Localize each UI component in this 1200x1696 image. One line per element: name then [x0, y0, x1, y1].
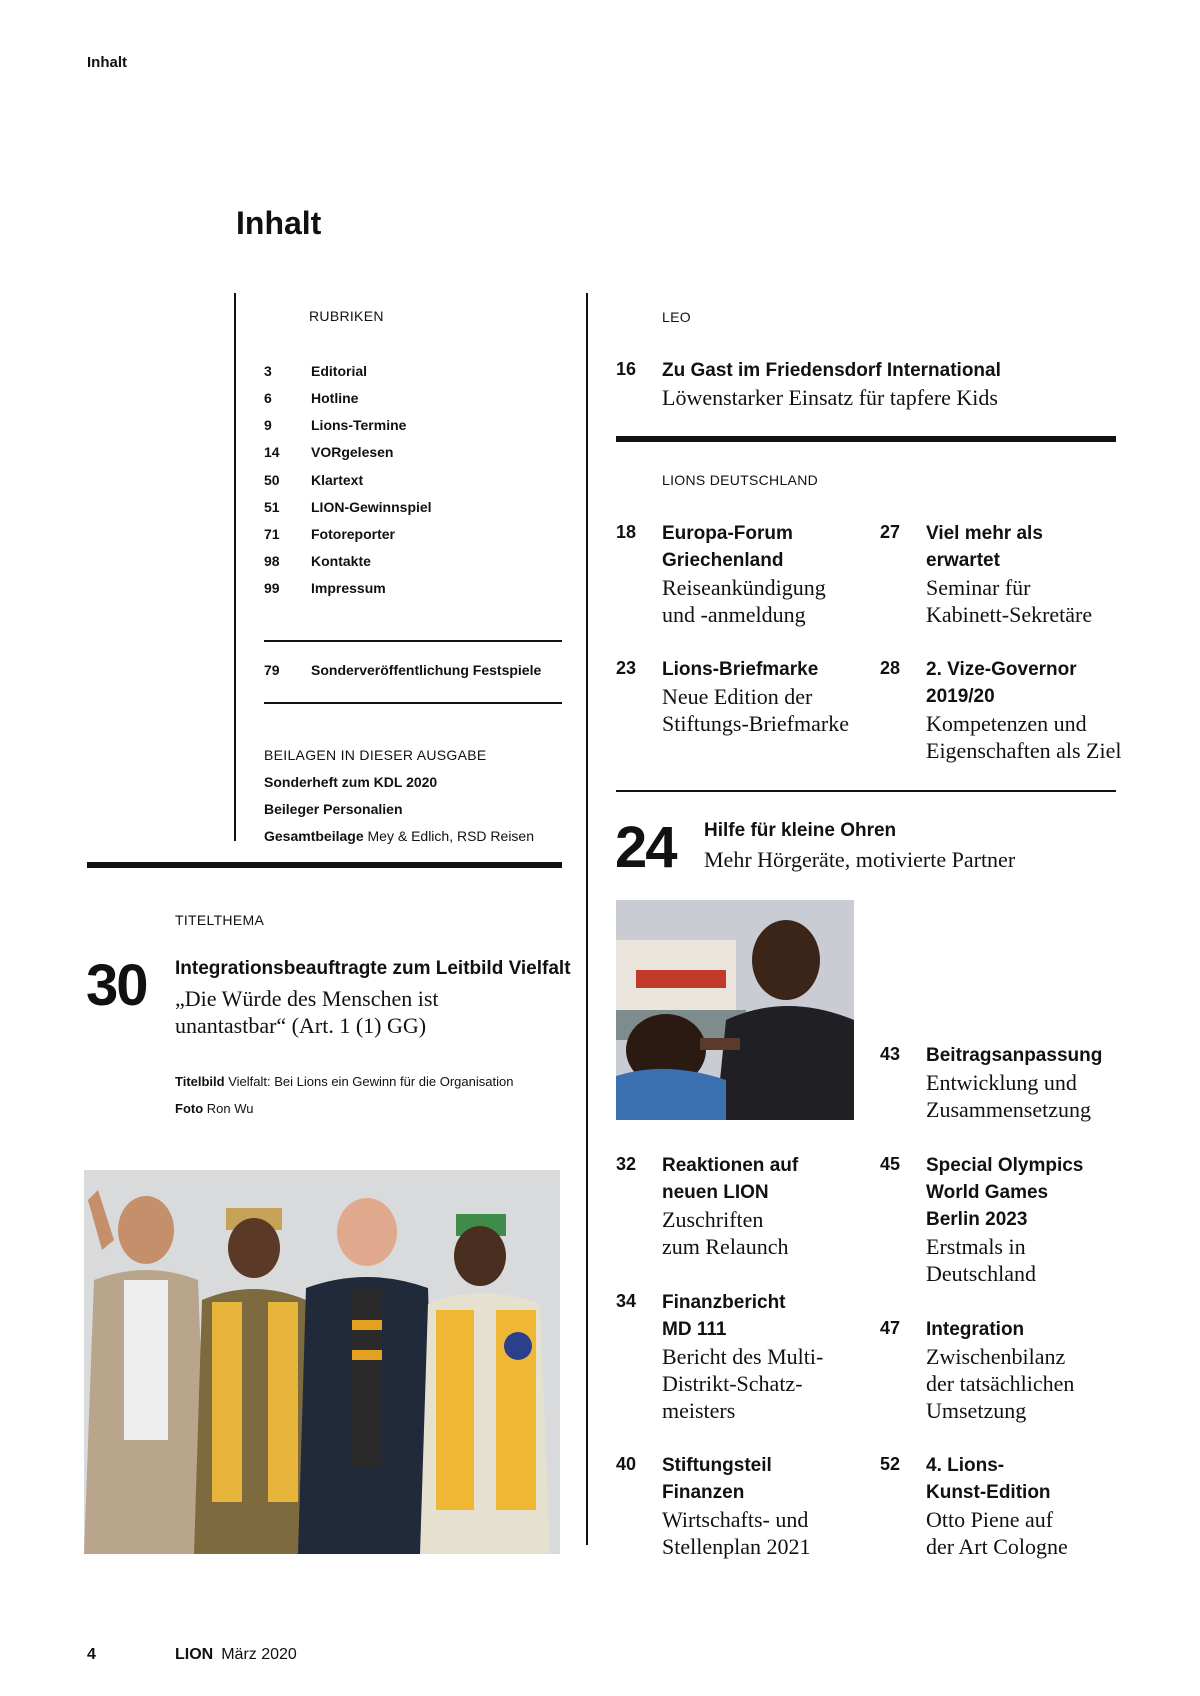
- credit-text: Vielfalt: Bei Lions ein Gewinn für die Organisation: [224, 1074, 514, 1089]
- entry-sub-line: und -anmeldung: [662, 602, 806, 627]
- feature-page-number: 24: [615, 815, 676, 880]
- rubrik-title: Klartext: [311, 472, 364, 488]
- feature-title[interactable]: Hilfe für kleine Ohren: [704, 820, 897, 841]
- entry-title-line: 2. Vize-Governor: [926, 659, 1077, 680]
- center-column-rule: [586, 293, 588, 1545]
- footer-magazine: LION: [175, 1646, 214, 1663]
- entry-page: 23: [616, 658, 637, 678]
- entry-sub-line: meisters: [662, 1398, 736, 1423]
- footer-date: März 2020: [221, 1646, 297, 1663]
- entry-sub-line: Otto Piene auf: [926, 1507, 1054, 1532]
- entry-title-line: Berlin 2023: [926, 1209, 1028, 1230]
- rubrik-title: Lions-Termine: [311, 417, 407, 433]
- titelthema-subtitle: [175, 985, 439, 1039]
- subtitle-line: „Die Würde des Menschen ist: [175, 986, 439, 1011]
- entry-sub-line: Wirtschafts- und: [662, 1507, 809, 1532]
- cover-photo: [84, 1170, 560, 1554]
- entry-title-line: Kunst-Edition: [926, 1482, 1051, 1503]
- entry-title-line: Finanzbericht: [662, 1292, 786, 1313]
- feature-photo: [616, 900, 854, 1120]
- credit-text: Ron Wu: [203, 1101, 254, 1116]
- divider: [616, 790, 1116, 792]
- section-label-titelthema: TITELTHEMA: [175, 912, 265, 928]
- entry-sub-line: Bericht des Multi-: [662, 1344, 824, 1369]
- entry-title-line: Integration: [926, 1319, 1025, 1340]
- entry-sub-line: Deutschland: [926, 1261, 1036, 1286]
- entry-sub-line: Stiftungs-Briefmarke: [662, 711, 849, 736]
- credit-label: Foto: [175, 1101, 204, 1116]
- foto-credit: [175, 1101, 254, 1116]
- entry-page: 27: [880, 522, 901, 542]
- entry-sub-line: Eigenschaften als Ziel: [926, 738, 1122, 763]
- entry-title-line: 4. Lions-: [926, 1455, 1005, 1476]
- section-label-leo: LEO: [662, 309, 691, 325]
- rubrik-page: 6: [264, 390, 272, 406]
- section-label-beilagen: BEILAGEN IN DIESER AUSGABE: [264, 747, 487, 763]
- entry-sub-line: Entwicklung und: [926, 1070, 1077, 1095]
- rubrik-page: 3: [264, 363, 272, 379]
- rubrik-page: 50: [264, 472, 280, 488]
- hearing-aid-photo-illustration: [616, 900, 854, 1120]
- rubrik-page: 98: [264, 553, 280, 569]
- entry-page: 45: [880, 1154, 901, 1174]
- beilage-normal: Mey & Edlich, RSD Reisen: [363, 828, 535, 844]
- thick-divider: [87, 862, 562, 868]
- entry-title-line: Stiftungsteil: [662, 1455, 772, 1476]
- rubrik-page: 14: [264, 444, 280, 460]
- entry-sub-line: der Art Cologne: [926, 1534, 1068, 1559]
- beilage-item: [264, 774, 437, 790]
- entry-title-line: Beitragsanpassung: [926, 1045, 1103, 1066]
- entry-page: 28: [880, 658, 901, 678]
- entry-page: 18: [616, 522, 637, 542]
- beilage-item: [264, 828, 534, 844]
- rubrik-title: VORgelesen: [311, 444, 394, 460]
- entry-title-line: Special Olympics: [926, 1155, 1084, 1176]
- beilage-bold: Beileger Personalien: [264, 801, 403, 817]
- rubrik-title: Kontakte: [311, 553, 371, 569]
- entry-page: 16: [616, 359, 637, 379]
- entry-title-line: World Games: [926, 1182, 1049, 1203]
- footer-issue: [175, 1646, 297, 1664]
- rubrik-page: 71: [264, 526, 280, 542]
- entry-sub-line: Kabinett-Sekretäre: [926, 602, 1093, 627]
- entry-sub-line: Seminar für: [926, 575, 1031, 600]
- divider: [264, 702, 562, 704]
- group-photo-illustration: [84, 1170, 560, 1554]
- divider: [264, 640, 562, 642]
- entry-sub-line: Zwischenbilanz: [926, 1344, 1066, 1369]
- rubrik-title: Hotline: [311, 390, 359, 406]
- beilage-bold: Gesamtbeilage: [264, 828, 364, 844]
- beilage-bold: Sonderheft zum KDL 2020: [264, 774, 438, 790]
- entry-sub-line: der tatsächlichen: [926, 1371, 1075, 1396]
- subtitle-line: unantastbar“ (Art. 1 (1) GG): [175, 1013, 427, 1038]
- section-label-rubriken: RUBRIKEN: [309, 308, 384, 324]
- left-column-rule: [234, 293, 236, 841]
- thick-divider: [616, 436, 1116, 442]
- footer-page-number: 4: [87, 1646, 96, 1663]
- rubrik-page: 99: [264, 580, 280, 596]
- titelbild-credit: [175, 1074, 513, 1089]
- entry-sub-line: Distrikt-Schatz-: [662, 1371, 803, 1396]
- entry-sub-line: Erstmals in: [926, 1234, 1026, 1259]
- entry-page: 32: [616, 1154, 637, 1174]
- entry-title-line: Reaktionen auf: [662, 1155, 799, 1176]
- rubrik-title: Impressum: [311, 580, 386, 596]
- running-head: Inhalt: [87, 54, 127, 71]
- entry-subtitle: Löwenstarker Einsatz für tapfere Kids: [662, 385, 998, 410]
- entry-sub-line: Zuschriften: [662, 1207, 764, 1232]
- entry-title-line: erwartet: [926, 550, 1000, 571]
- entry-title-line: Lions-Briefmarke: [662, 659, 819, 680]
- entry-title-line: Griechenland: [662, 550, 784, 571]
- entry-title: Zu Gast im Friedensdorf International: [662, 360, 1001, 381]
- entry-sub-line: Umsetzung: [926, 1398, 1027, 1423]
- entry-sub-line: Zusammensetzung: [926, 1097, 1091, 1122]
- feature-subtitle: Mehr Hörgeräte, motivierte Partner: [704, 847, 1016, 872]
- rubrik-title: Fotoreporter: [311, 526, 395, 542]
- entry-title-line: Viel mehr als: [926, 523, 1043, 544]
- entry-page: 40: [616, 1454, 637, 1474]
- entry-title-line: MD 111: [662, 1319, 727, 1340]
- rubrik-page: 9: [264, 417, 272, 433]
- rubrik-title: LION-Gewinnspiel: [311, 499, 432, 515]
- entry-sub-line: Kompetenzen und: [926, 711, 1087, 736]
- entry-sub-line: zum Relaunch: [662, 1234, 789, 1259]
- entry-sub-line: Neue Edition der: [662, 684, 813, 709]
- credit-label: Titelbild: [175, 1074, 225, 1089]
- entry-title-line: 2019/20: [926, 686, 995, 707]
- entry-page: 47: [880, 1318, 901, 1338]
- entry-page: 52: [880, 1454, 901, 1474]
- titelthema-title[interactable]: Integrationsbeauftragte zum Leitbild Vielfalt: [175, 958, 571, 979]
- entry-title-line: neuen LION: [662, 1182, 769, 1203]
- page-title: Inhalt: [236, 205, 322, 241]
- section-label-lions-deutschland: LIONS DEUTSCHLAND: [662, 472, 819, 488]
- entry-page: 43: [880, 1044, 901, 1064]
- rubrik-page: 51: [264, 499, 280, 515]
- titelthema-page-number: 30: [86, 953, 147, 1018]
- entry-title-line: Finanzen: [662, 1482, 745, 1503]
- rubrik-title: Editorial: [311, 363, 368, 379]
- rubrik-title: Sonderveröffentlichung Festspiele: [311, 662, 542, 678]
- rubrik-page: 79: [264, 662, 280, 678]
- entry-sub-line: Reiseankündigung: [662, 575, 826, 600]
- beilage-item: [264, 801, 403, 817]
- entry-page: 34: [616, 1291, 637, 1311]
- entry-sub-line: Stellenplan 2021: [662, 1534, 811, 1559]
- entry-title-line: Europa-Forum: [662, 523, 793, 544]
